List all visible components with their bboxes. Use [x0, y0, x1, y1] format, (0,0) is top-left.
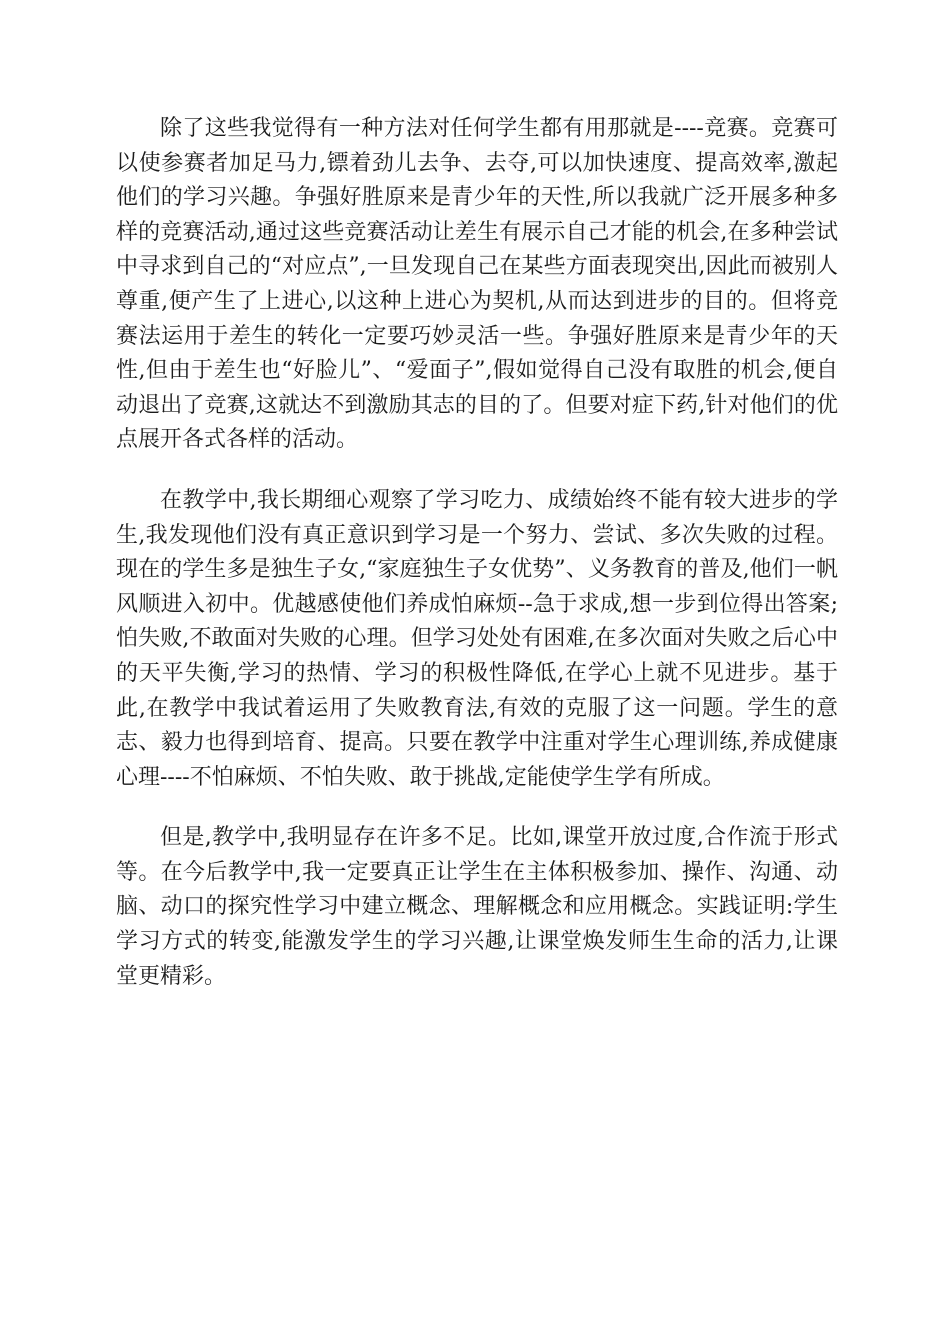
- paragraph-shortcomings: 但是,教学中,我明显存在许多不足。比如,课堂开放过度,合作流于形式等。在今后教学中,我一定要真正让学生在主体积极参加、操作、沟通、动脑、动口的探究性学习中建立概念、理解概念和应用概念。实践证明:学生学习方式的转变,能激发学生的学习兴趣,让课堂焕发师生生命的活力,让课堂更精彩。: [116, 825, 838, 989]
- paragraph-failure-education: 在教学中,我长期细心观察了学习吃力、成绩始终不能有较大进步的学生,我发现他们没有真正意识到学习是一个努力、尝试、多次失败的过程。现在的学生多是独生子女,“家庭独生子女优势”、义务教育的普及,他们一帆风顺进入初中。优越感使他们养成怕麻烦--急于求成,想一步到位得出答案;怕失败,不敢面对失败的心理。但学习处处有困难,在多次面对失败之后心中的天平失衡,学习的热情、学习的积极性降低,在学心上就不见进步。基于此,在教学中我试着运用了失败教育法,有效的克服了这一问题。学生的意志、毅力也得到培育、提高。只要在教学中注重对学生心理训练,养成健康心理----不怕麻烦、不怕失败、敢于挑战,定能使学生学有所成。: [116, 487, 838, 790]
- document-body: [116, 112, 838, 994]
- paragraph-competition: 除了这些我觉得有一种方法对任何学生都有用那就是----竞赛。竞赛可以使参赛者加足马力,镖着劲儿去争、去夺,可以加快速度、提高效率,激起他们的学习兴趣。争强好胜原来是青少年的天性,所以我就广泛开展多种多样的竞赛活动,通过这些竞赛活动让差生有展示自己才能的机会,在多种尝试中寻求到自己的“对应点”,一旦发现自己在某些方面表现突出,因此而被别人尊重,便产生了上进心,以这种上进心为契机,从而达到进步的目的。但将竞赛法运用于差生的转化一定要巧妙灵活一些。争强好胜原来是青少年的天性,但由于差生也“好脸儿”、“爱面子”,假如觉得自己没有取胜的机会,便自动退出了竞赛,这就达不到激励其志的目的了。但要对症下药,针对他们的优点展开各式各样的活动。: [116, 116, 838, 453]
